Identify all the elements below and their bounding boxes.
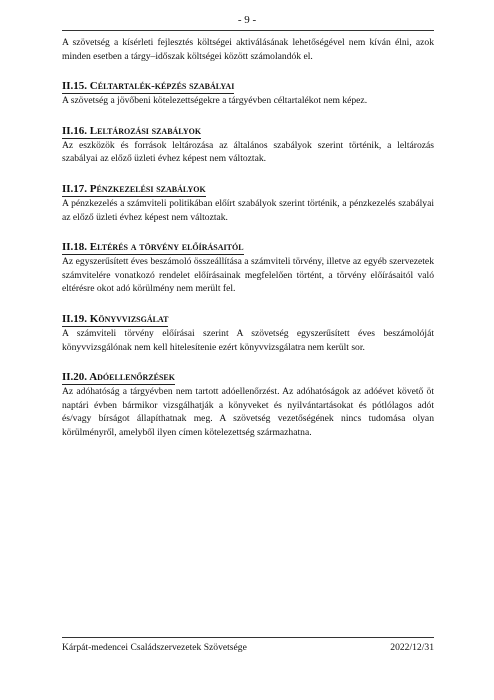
footer-organization: Kárpát-medencei Családszervezetek Szövetsége	[62, 642, 247, 653]
page-content	[62, 36, 434, 440]
section-heading: II.17. Pénzkezelési szabályok	[62, 182, 206, 195]
section-celtartalek	[62, 79, 434, 108]
section-konyvvizsgalat	[62, 312, 434, 354]
section-heading: II.15. Céltartalék-képzés szabályai	[62, 80, 235, 93]
section-body: Az eszközök és források leltározása az általános szabályok szerint történik, a leltározás szabályai az előző üzleti évhez képest nem változtak.	[62, 139, 434, 165]
section-body: A pénzkezelés a számviteli politikában előírt szabályok szerint történik, a pénzkezelés szabályai az előző üzleti évhez képest nem változtak.	[62, 197, 434, 223]
section-adoellenorzes	[62, 370, 434, 439]
section-penzkezeles	[62, 182, 434, 224]
page-number: - 9 -	[237, 14, 257, 26]
footer-divider	[62, 637, 434, 638]
section-body: Az adóhatóság a tárgyévben nem tartott adóellenőrzést. Az adóhatóságok az adóévet követő öt naptári évben bármikor vizsgálhatják a könyveket és nyilvántartásokat és pótlólagos adót és/vagy bírságot állapíthatnak meg. A szövetség vezetőségének nincs tudomása olyan körülményről, amelyből ilyen címen kötelezettség származhatna.	[62, 386, 434, 438]
section-heading: II.18. Eltérés a törvény előírásaitól	[62, 241, 244, 254]
page-footer	[62, 642, 434, 653]
section-leltarozas	[62, 124, 434, 166]
footer-date: 2022/12/31	[390, 642, 434, 653]
section-heading: II.19. Könyvvizsgálat	[62, 312, 169, 325]
section-body: A számviteli törvény előírásai szerint A szövetség egyszerűsített éves beszámolóját könyvvizsgálónak nem kell hitelesítenie ezért könyvvizsgálatra nem került sor.	[62, 327, 434, 353]
section-heading: II.16. Leltározási szabályok	[62, 124, 202, 137]
section-elteres	[62, 240, 434, 296]
header-divider	[62, 30, 434, 31]
section-body: Az egyszerűsített éves beszámoló összeállítása a számviteli törvény, illetve az egyéb szervezetek számvitelére vonatkozó rendelet előírásainak megfelelően történt, a törvény előírásaitól való eltérésre okot adó körülmény nem merült fel.	[62, 256, 434, 295]
section-body: A szövetség a jövőbeni kötelezettségekre a tárgyévben céltartalékot nem képez.	[62, 95, 368, 107]
section-heading: II.20. Adóellenőrzések	[62, 371, 175, 384]
intro-paragraph: A szövetség a kísérleti fejlesztés költségei aktiválásának lehetőségével nem kíván élni, azok minden esetben a tárgy–időszak költségei között számolandók el.	[62, 37, 434, 62]
